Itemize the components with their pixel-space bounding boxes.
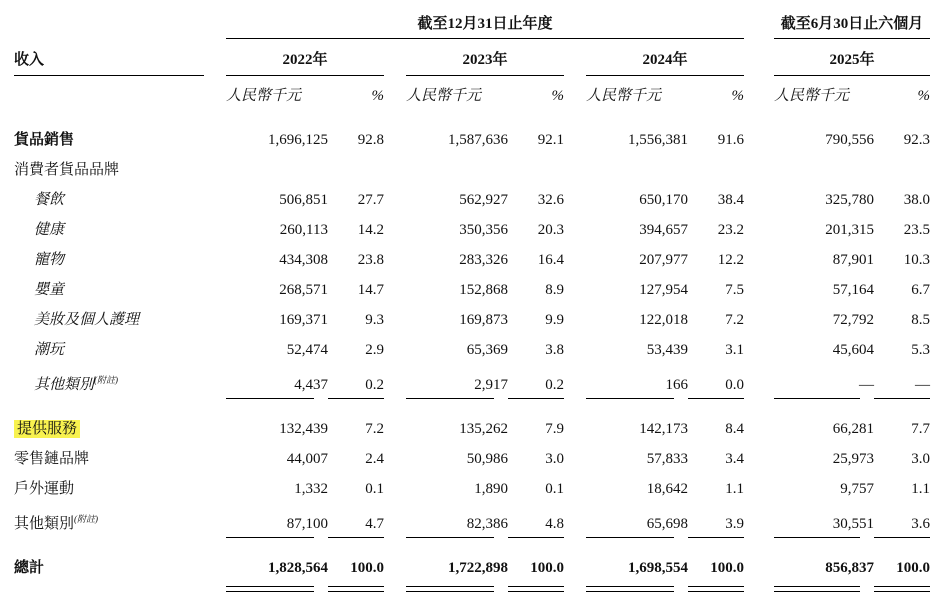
unit-group-2024	[586, 84, 744, 105]
percent-rule	[688, 586, 744, 592]
percent-cell: 92.3	[903, 132, 930, 148]
footnote-ref: (附註)	[74, 514, 99, 524]
amount-cell: 1,332	[294, 481, 328, 497]
value-group-2023	[406, 335, 564, 365]
row-label: 提供服務	[14, 420, 80, 438]
year-header-2024: 2024年	[586, 48, 744, 76]
unit-group-2022	[226, 84, 384, 105]
percent-cell: 1.1	[725, 481, 744, 497]
value-group-2024	[586, 370, 744, 400]
amount-rule	[406, 537, 494, 542]
amount-cell: 57,833	[646, 451, 688, 467]
value-group-2022	[226, 370, 384, 400]
percent-rule	[874, 586, 930, 592]
amount-cell: 1,828,564	[268, 560, 328, 576]
amount-cell: 50,986	[466, 451, 508, 467]
amount-cell: 57,164	[832, 282, 874, 298]
row-label: 潮玩	[34, 342, 65, 358]
amount-cell: 9,757	[840, 481, 874, 497]
value-group-2022	[226, 125, 384, 155]
amount-cell: 856,837	[825, 560, 874, 576]
row-label: 其他類別$^{(附註)}$	[34, 375, 119, 393]
percent-cell: 100.0	[350, 560, 384, 576]
row-label: 美妝及個人護理	[34, 312, 140, 328]
amount-rule	[586, 537, 674, 542]
percent-cell: 92.8	[357, 132, 384, 148]
row-label: 總計	[14, 560, 45, 576]
percent-cell: 4.8	[545, 516, 564, 532]
amount-cell: 434,308	[279, 252, 328, 268]
amount-cell: 132,439	[279, 421, 328, 437]
period-header-interim: 截至6月30日止六個月	[774, 12, 930, 39]
value-group-2025	[774, 553, 930, 583]
amount-rule	[226, 398, 314, 403]
value-group-2024	[586, 305, 744, 335]
percent-cell: 0.2	[545, 377, 564, 393]
percent-cell: 23.2	[717, 222, 744, 238]
amount-rule	[226, 537, 314, 542]
amount-cell: 268,571	[279, 282, 328, 298]
amount-cell: 283,326	[459, 252, 508, 268]
row-label: 其他類別$^{(附註)}$	[14, 514, 99, 532]
unit-label: 人民幣千元	[406, 88, 482, 104]
amount-cell: 1,587,636	[448, 132, 508, 148]
amount-cell: 166	[665, 377, 688, 393]
value-group-2023	[406, 125, 564, 155]
footnote-ref: (附註)	[94, 375, 119, 385]
percent-cell: 2.9	[365, 342, 384, 358]
value-group-2023	[406, 305, 564, 335]
percent-cell: 8.4	[725, 421, 744, 437]
rule-row	[14, 537, 930, 541]
table-row	[14, 125, 930, 155]
amount-cell: 142,173	[639, 421, 688, 437]
percent-cell: 23.5	[903, 222, 930, 238]
amount-cell: 169,873	[459, 312, 508, 328]
amount-cell: 350,356	[459, 222, 508, 238]
value-group-2022	[226, 305, 384, 335]
year-header-2023: 2023年	[406, 48, 564, 76]
percent-rule	[874, 398, 930, 403]
value-group-2025	[774, 414, 930, 444]
percent-cell: 5.3	[911, 342, 930, 358]
percent-cell: 3.4	[725, 451, 744, 467]
percent-rule	[508, 537, 564, 542]
percent-cell: 38.4	[717, 192, 744, 208]
table-row	[14, 553, 930, 583]
amount-cell: 65,698	[646, 516, 688, 532]
year-header-row	[14, 48, 930, 76]
amount-cell: 72,792	[832, 312, 874, 328]
table-row	[14, 335, 930, 365]
row-label: 健康	[34, 222, 65, 238]
row-label: 消費者貨品品牌	[14, 162, 120, 178]
amount-cell: 152,868	[459, 282, 508, 298]
table-row	[14, 215, 930, 245]
percent-cell: 4.7	[365, 516, 384, 532]
value-group-2023	[406, 370, 564, 400]
period-header-row	[14, 12, 930, 39]
unit-label: 人民幣千元	[226, 88, 302, 104]
percent-cell: 3.8	[545, 342, 564, 358]
amount-cell: 1,556,381	[628, 132, 688, 148]
value-group-2023	[406, 509, 564, 539]
double-rule-row	[14, 586, 930, 593]
row-label: 餐飲	[34, 192, 65, 208]
percent-label: %	[917, 88, 930, 104]
amount-cell: 87,100	[286, 516, 328, 532]
percent-cell: 9.3	[365, 312, 384, 328]
percent-cell: 3.6	[911, 516, 930, 532]
value-group-2024	[586, 275, 744, 305]
value-group-2025	[774, 245, 930, 275]
value-group-2025	[774, 509, 930, 539]
unit-group-2025	[774, 84, 930, 105]
percent-cell: 7.2	[365, 421, 384, 437]
unit-group-2023	[406, 84, 564, 105]
percent-cell: 92.1	[537, 132, 564, 148]
value-group-2023	[406, 215, 564, 245]
value-group-2025	[774, 444, 930, 474]
table-row	[14, 275, 930, 305]
year-header-2025: 2025年	[774, 48, 930, 76]
table-row	[14, 474, 930, 504]
row-label: 寵物	[34, 252, 65, 268]
percent-rule	[328, 586, 384, 592]
value-group-2023	[406, 185, 564, 215]
percent-label: %	[551, 88, 564, 104]
value-group-2024	[586, 444, 744, 474]
percent-label: %	[731, 88, 744, 104]
amount-cell: 135,262	[459, 421, 508, 437]
amount-cell: 506,851	[279, 192, 328, 208]
amount-cell: 2,917	[474, 377, 508, 393]
row-label: 嬰童	[34, 282, 65, 298]
row-label: 戶外運動	[14, 481, 75, 497]
percent-cell: 3.0	[545, 451, 564, 467]
percent-rule	[328, 398, 384, 403]
percent-rule	[688, 398, 744, 403]
value-group-2023	[406, 245, 564, 275]
amount-cell: 25,973	[832, 451, 874, 467]
percent-cell: 2.4	[365, 451, 384, 467]
value-group-2024	[586, 414, 744, 444]
percent-cell: 10.3	[903, 252, 930, 268]
percent-cell: 0.1	[365, 481, 384, 497]
amount-cell: 260,113	[279, 222, 328, 238]
percent-rule	[874, 537, 930, 542]
percent-cell: 7.9	[545, 421, 564, 437]
percent-cell: 3.1	[725, 342, 744, 358]
row-header-revenue: 收入	[14, 48, 204, 76]
value-group-2025	[774, 305, 930, 335]
rule-row	[14, 398, 930, 402]
percent-cell: 9.9	[545, 312, 564, 328]
value-group-2024	[586, 509, 744, 539]
amount-cell: 4,437	[294, 377, 328, 393]
value-group-2025	[774, 275, 930, 305]
value-group-2024	[586, 245, 744, 275]
percent-rule	[688, 537, 744, 542]
value-group-2022	[226, 245, 384, 275]
percent-cell: 27.7	[357, 192, 384, 208]
amount-cell: 45,604	[832, 342, 874, 358]
percent-cell: 6.7	[911, 282, 930, 298]
table-rows	[14, 125, 930, 593]
amount-cell: 169,371	[279, 312, 328, 328]
value-group-2024	[586, 474, 744, 504]
table-row	[14, 504, 930, 534]
amount-rule	[774, 398, 860, 403]
value-group-2022	[226, 444, 384, 474]
percent-rule	[328, 537, 384, 542]
value-group-2025	[774, 474, 930, 504]
value-group-2022	[226, 275, 384, 305]
value-group-2024	[586, 215, 744, 245]
value-group-2022	[226, 509, 384, 539]
value-group-2023	[406, 275, 564, 305]
amount-cell: 1,890	[474, 481, 508, 497]
amount-cell: 18,642	[646, 481, 688, 497]
value-group-2022	[226, 215, 384, 245]
amount-rule	[226, 586, 314, 592]
value-group-2024	[586, 185, 744, 215]
amount-cell: 325,780	[825, 192, 874, 208]
amount-cell: 53,439	[646, 342, 688, 358]
value-group-2023	[406, 553, 564, 583]
percent-cell: 14.7	[357, 282, 384, 298]
percent-cell: 3.0	[911, 451, 930, 467]
value-group-2025	[774, 125, 930, 155]
percent-cell: 16.4	[537, 252, 564, 268]
percent-label: %	[371, 88, 384, 104]
value-group-2023	[406, 444, 564, 474]
percent-cell: 100.0	[530, 560, 564, 576]
amount-cell: 1,698,554	[628, 560, 688, 576]
value-group-2022	[226, 335, 384, 365]
percent-cell: 3.9	[725, 516, 744, 532]
percent-cell: 23.8	[357, 252, 384, 268]
amount-cell: 790,556	[825, 132, 874, 148]
amount-cell: 562,927	[459, 192, 508, 208]
amount-cell: 201,315	[825, 222, 874, 238]
percent-cell: 14.2	[357, 222, 384, 238]
amount-rule	[406, 586, 494, 592]
amount-cell: 65,369	[466, 342, 508, 358]
value-group-2024	[586, 553, 744, 583]
percent-cell: 7.2	[725, 312, 744, 328]
table-row	[14, 185, 930, 215]
percent-cell: 100.0	[710, 560, 744, 576]
percent-cell: 8.9	[545, 282, 564, 298]
unit-label: 人民幣千元	[774, 88, 850, 104]
percent-cell: 32.6	[537, 192, 564, 208]
percent-cell: 12.2	[717, 252, 744, 268]
amount-cell: 1,722,898	[448, 560, 508, 576]
amount-cell: 207,977	[639, 252, 688, 268]
amount-rule	[586, 398, 674, 403]
amount-cell: 66,281	[832, 421, 874, 437]
amount-cell: 87,901	[832, 252, 874, 268]
value-group-2025	[774, 335, 930, 365]
percent-cell: 7.5	[725, 282, 744, 298]
value-group-2023	[406, 414, 564, 444]
unit-label: 人民幣千元	[586, 88, 662, 104]
table-row	[14, 444, 930, 474]
unit-header-row	[14, 84, 930, 105]
value-group-2025	[774, 370, 930, 400]
percent-cell: 100.0	[896, 560, 930, 576]
amount-cell: 52,474	[286, 342, 328, 358]
table-row-highlighted	[14, 414, 930, 444]
percent-cell: 8.5	[911, 312, 930, 328]
value-group-2022	[226, 474, 384, 504]
amount-cell: 44,007	[286, 451, 328, 467]
amount-rule	[774, 537, 860, 542]
amount-cell: 1,696,125	[268, 132, 328, 148]
amount-rule	[406, 398, 494, 403]
percent-cell: —	[915, 377, 930, 393]
amount-cell: 650,170	[639, 192, 688, 208]
percent-cell: 0.1	[545, 481, 564, 497]
amount-cell: 122,018	[639, 312, 688, 328]
amount-rule	[774, 586, 860, 592]
amount-cell: —	[859, 377, 874, 393]
period-header-annual: 截至12月31日止年度	[226, 12, 744, 39]
percent-cell: 0.2	[365, 377, 384, 393]
percent-cell: 20.3	[537, 222, 564, 238]
percent-rule	[508, 586, 564, 592]
value-group-2022	[226, 185, 384, 215]
amount-cell: 82,386	[466, 516, 508, 532]
value-group-2024	[586, 335, 744, 365]
amount-cell: 394,657	[639, 222, 688, 238]
percent-cell: 91.6	[717, 132, 744, 148]
year-header-2022: 2022年	[226, 48, 384, 76]
percent-rule	[508, 398, 564, 403]
table-row	[14, 155, 930, 185]
row-label: 零售鏈品牌	[14, 451, 90, 467]
amount-cell: 127,954	[639, 282, 688, 298]
value-group-2022	[226, 553, 384, 583]
table-row	[14, 305, 930, 335]
value-group-2024	[586, 125, 744, 155]
percent-cell: 7.7	[911, 421, 930, 437]
table-row	[14, 365, 930, 395]
value-group-2025	[774, 215, 930, 245]
value-group-2025	[774, 185, 930, 215]
amount-rule	[586, 586, 674, 592]
value-group-2022	[226, 414, 384, 444]
row-label: 貨品銷售	[14, 132, 75, 148]
table-row	[14, 245, 930, 275]
value-group-2023	[406, 474, 564, 504]
percent-cell: 1.1	[911, 481, 930, 497]
percent-cell: 38.0	[903, 192, 930, 208]
amount-cell: 30,551	[832, 516, 874, 532]
percent-cell: 0.0	[725, 377, 744, 393]
